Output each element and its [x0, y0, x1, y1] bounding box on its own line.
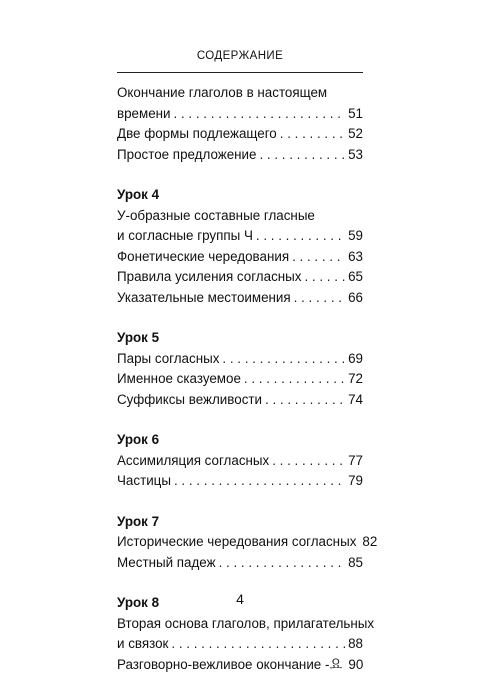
toc-entry-title: Именное сказуемое — [117, 369, 241, 390]
toc-entry-page: 88 — [348, 634, 363, 655]
toc-entry[interactable] — [117, 553, 363, 574]
toc-entry-page: 77 — [348, 451, 363, 472]
dot-leader — [292, 247, 345, 268]
toc-entry[interactable] — [117, 83, 363, 124]
page-number: 4 — [0, 591, 480, 607]
toc-entry[interactable] — [117, 451, 363, 472]
dot-leader — [244, 369, 345, 390]
dot-leader — [294, 288, 345, 309]
toc-entry-page: 79 — [348, 471, 363, 492]
dot-leader — [174, 104, 346, 125]
toc-entry-page: 90 — [348, 655, 363, 675]
toc-entry-page: 66 — [348, 288, 363, 309]
toc-entry-page: 52 — [348, 124, 363, 145]
toc-entry-title-line: Окончание глаголов в настоящем — [117, 83, 363, 104]
toc-entry-title: и согласные группы Ч — [117, 226, 253, 247]
dot-leader — [256, 226, 345, 247]
lesson-heading: Урок 5 — [117, 328, 363, 349]
lesson-heading: Урок 7 — [117, 512, 363, 533]
toc-entry[interactable] — [117, 471, 363, 492]
toc-entry-title: Частицы — [117, 471, 171, 492]
toc-entry[interactable] — [117, 369, 363, 390]
toc-entry[interactable] — [117, 145, 363, 166]
toc-entry[interactable] — [117, 267, 363, 288]
toc-entry-title: Исторические чередования согласных — [117, 532, 356, 553]
toc-entry-title: времени — [117, 104, 171, 125]
lesson-heading: Урок 6 — [117, 430, 363, 451]
toc-entry-title: Пары согласных — [117, 349, 219, 370]
table-of-contents — [117, 83, 363, 675]
toc-entry-page: 72 — [348, 369, 363, 390]
toc-entry-page: 74 — [348, 390, 363, 411]
toc-entry[interactable] — [117, 614, 363, 655]
header-rule — [117, 72, 363, 73]
toc-entry-page: 82 — [362, 532, 377, 553]
toc-entry[interactable] — [117, 532, 363, 553]
toc-entry-title-line: У-образные составные гласные — [117, 206, 363, 227]
toc-entry[interactable] — [117, 349, 363, 370]
dot-leader — [174, 471, 345, 492]
toc-entry-page: 69 — [348, 349, 363, 370]
dot-leader — [222, 349, 345, 370]
dot-leader — [304, 267, 345, 288]
toc-entry-title: Простое предложение — [117, 145, 256, 166]
toc-entry-title: Суффиксы вежливости — [117, 390, 262, 411]
dot-leader — [280, 124, 345, 145]
toc-entry-page: 65 — [348, 267, 363, 288]
toc-entry-title: Ассимиляция согласных — [117, 451, 269, 472]
lesson-heading: Урок 8 — [117, 593, 363, 614]
toc-entry-title: Разговорно-вежливое окончание -요 — [117, 655, 342, 675]
dot-leader — [171, 634, 345, 655]
toc-entry-title: Указательные местоимения — [117, 288, 291, 309]
toc-entry-page: 59 — [348, 226, 363, 247]
toc-entry-page: 51 — [348, 104, 363, 125]
running-header: СОДЕРЖАНИЕ — [117, 50, 363, 62]
toc-entry-page: 85 — [348, 553, 363, 574]
toc-entry-title: Фонетические чередования — [117, 247, 289, 268]
toc-entry[interactable] — [117, 247, 363, 268]
toc-entry[interactable] — [117, 124, 363, 145]
toc-entry-title: Правила усиления согласных — [117, 267, 301, 288]
dot-leader — [265, 390, 345, 411]
toc-entry-page: 63 — [348, 247, 363, 268]
dot-leader — [259, 145, 345, 166]
dot-leader — [219, 553, 346, 574]
toc-entry-title: Две формы подлежащего — [117, 124, 277, 145]
toc-entry[interactable] — [117, 206, 363, 247]
lesson-heading: Урок 4 — [117, 185, 363, 206]
toc-entry-title: и связок — [117, 634, 168, 655]
toc-entry[interactable] — [117, 390, 363, 411]
toc-entry[interactable] — [117, 288, 363, 309]
toc-entry-title: Местный падеж — [117, 553, 216, 574]
toc-entry-page: 53 — [348, 145, 363, 166]
toc-entry[interactable] — [117, 655, 363, 675]
dot-leader — [272, 451, 345, 472]
toc-entry-title-line: Вторая основа глаголов, прилагательных — [117, 614, 363, 635]
